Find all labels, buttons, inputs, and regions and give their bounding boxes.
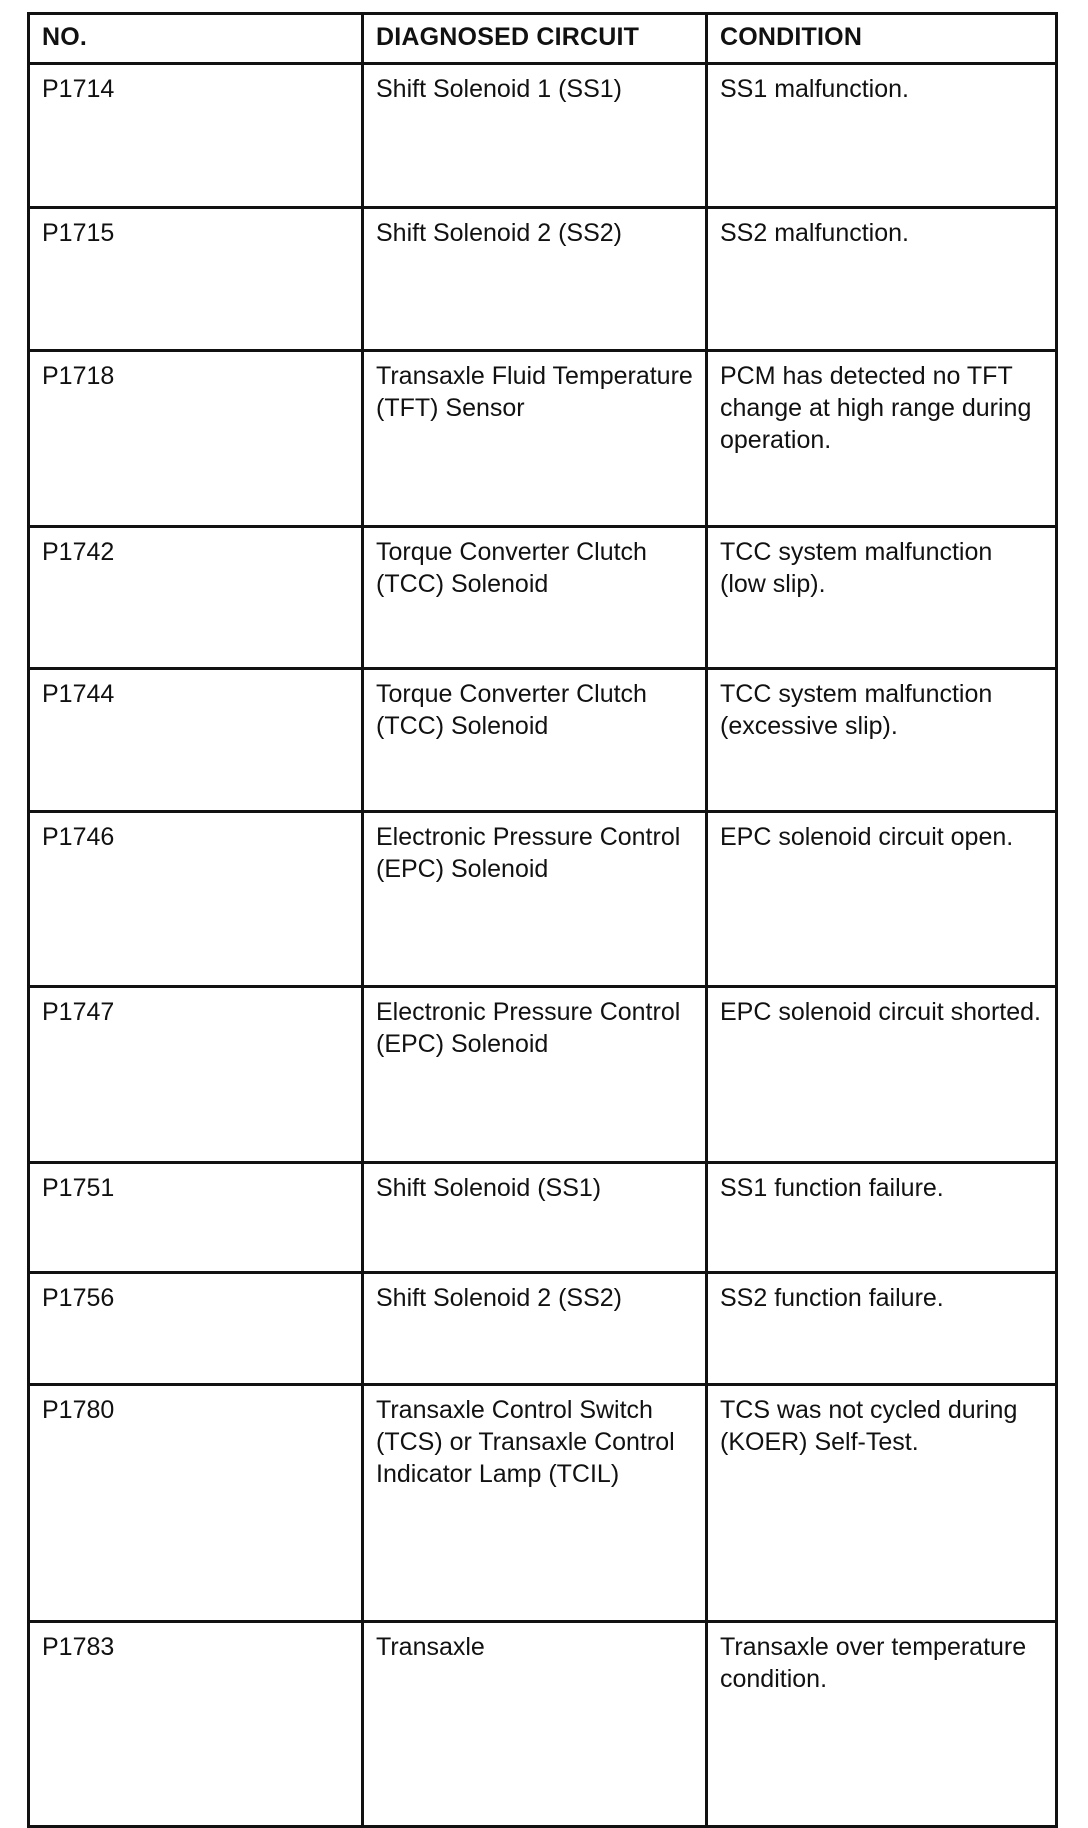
table-row	[29, 1622, 1057, 1827]
table-row	[29, 64, 1057, 208]
dtc-table	[27, 12, 1058, 1828]
header-number: NO.	[29, 14, 363, 64]
header-condition: CONDITION	[707, 14, 1057, 64]
condition-cell: EPC solenoid circuit open.	[707, 812, 1057, 987]
code-cell: P1756	[29, 1273, 363, 1385]
circuit-cell: Torque Converter Clutch (TCC) Solenoid	[363, 669, 707, 812]
code-cell: P1746	[29, 812, 363, 987]
code-cell: P1744	[29, 669, 363, 812]
code-cell: P1714	[29, 64, 363, 208]
code-cell: P1742	[29, 527, 363, 669]
table-row	[29, 987, 1057, 1163]
header-circuit: DIAGNOSED CIRCUIT	[363, 14, 707, 64]
circuit-cell: Shift Solenoid (SS1)	[363, 1163, 707, 1273]
condition-cell: SS1 malfunction.	[707, 64, 1057, 208]
circuit-cell: Transaxle Fluid Temperature (TFT) Sensor	[363, 351, 707, 527]
circuit-cell: Shift Solenoid 2 (SS2)	[363, 1273, 707, 1385]
circuit-cell: Shift Solenoid 2 (SS2)	[363, 208, 707, 351]
header-row	[29, 14, 1057, 64]
code-cell: P1783	[29, 1622, 363, 1827]
condition-cell: SS2 function failure.	[707, 1273, 1057, 1385]
circuit-cell: Electronic Pressure Control (EPC) Solenoid	[363, 987, 707, 1163]
table-row	[29, 1163, 1057, 1273]
table-row	[29, 351, 1057, 527]
table-row	[29, 812, 1057, 987]
table-row	[29, 669, 1057, 812]
circuit-cell: Shift Solenoid 1 (SS1)	[363, 64, 707, 208]
circuit-cell: Torque Converter Clutch (TCC) Solenoid	[363, 527, 707, 669]
circuit-cell: Transaxle	[363, 1622, 707, 1827]
table-row	[29, 1385, 1057, 1622]
condition-cell: TCS was not cycled during (KOER) Self-Test.	[707, 1385, 1057, 1622]
circuit-cell: Transaxle Control Switch (TCS) or Transaxle Control Indicator Lamp (TCIL)	[363, 1385, 707, 1622]
condition-cell: TCC system malfunction (excessive slip).	[707, 669, 1057, 812]
condition-cell: Transaxle over temperature condition.	[707, 1622, 1057, 1827]
condition-cell: EPC solenoid circuit shorted.	[707, 987, 1057, 1163]
table-row	[29, 1273, 1057, 1385]
code-cell: P1751	[29, 1163, 363, 1273]
condition-cell: TCC system malfunction (low slip).	[707, 527, 1057, 669]
code-cell: P1780	[29, 1385, 363, 1622]
condition-cell: SS2 malfunction.	[707, 208, 1057, 351]
condition-cell: PCM has detected no TFT change at high range during operation.	[707, 351, 1057, 527]
circuit-cell: Electronic Pressure Control (EPC) Solenoid	[363, 812, 707, 987]
table-row	[29, 208, 1057, 351]
condition-cell: SS1 function failure.	[707, 1163, 1057, 1273]
code-cell: P1715	[29, 208, 363, 351]
code-cell: P1747	[29, 987, 363, 1163]
code-cell: P1718	[29, 351, 363, 527]
table-row	[29, 527, 1057, 669]
